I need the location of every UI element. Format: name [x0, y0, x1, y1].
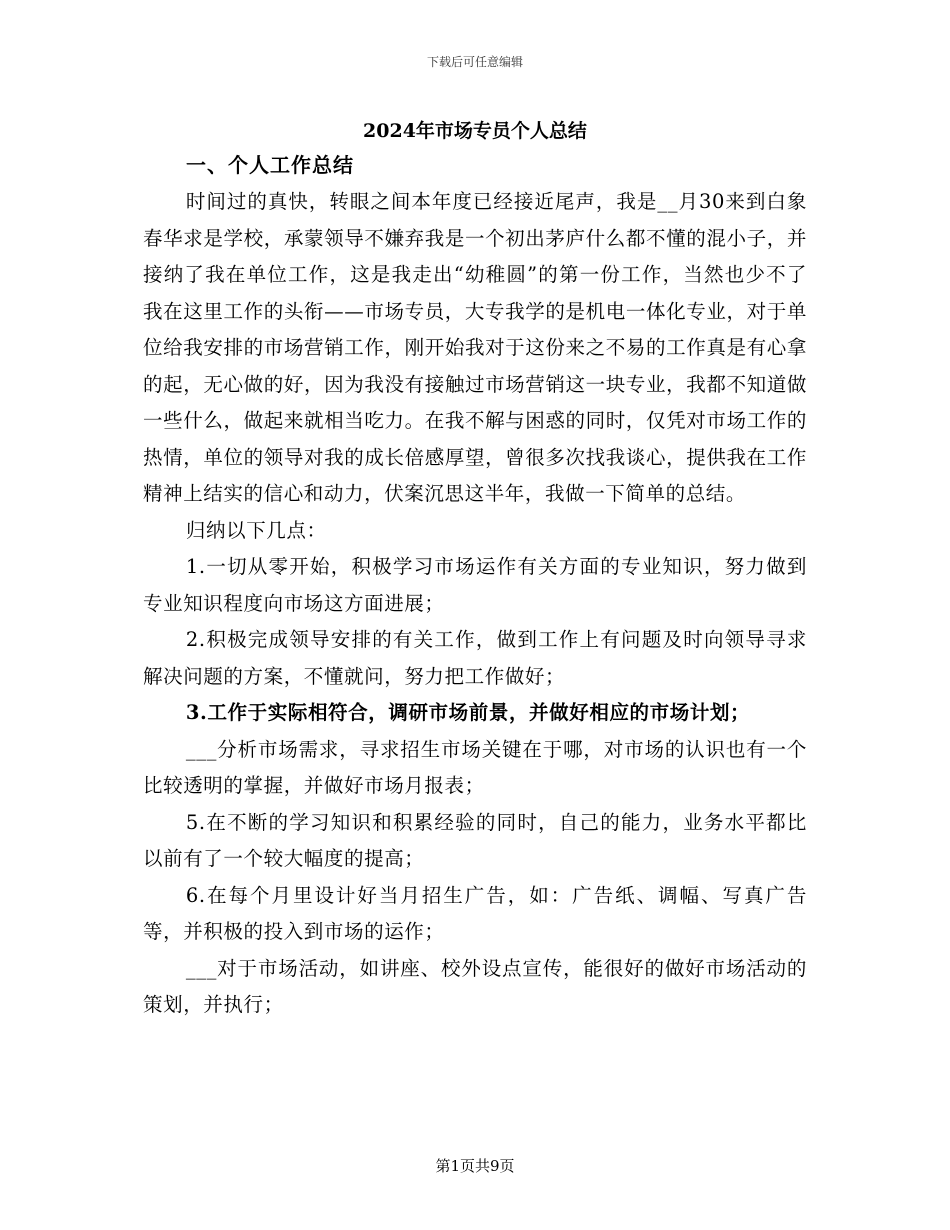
section-heading: 一、个人工作总结	[186, 153, 354, 177]
paragraph-summary-lead: 归纳以下几点：	[185, 518, 327, 542]
list-item-6: 6.在每个月里设计好当月招生广告，如：广告纸、调幅、写真广告等，并积极的投入到市场的运作；	[143, 883, 807, 943]
list-item-5: 5.在不断的学习知识和积累经验的同时，自己的能力，业务水平都比以前有了一个较大幅度的提高；	[143, 810, 807, 870]
list-item-2: 2.积极完成领导安排的有关工作，做到工作上有问题及时向领导寻求解决问题的方案，不懂就问，努力把工作做好；	[143, 628, 807, 688]
list-item-7: ___对于市场活动，如讲座、校外设点宣传，能很好的做好市场活动的策划，并执行；	[143, 956, 807, 1016]
document-body	[143, 184, 807, 1024]
list-item-1: 1.一切从零开始，积极学习市场运作有关方面的专业知识，努力做到专业知识程度向市场这方面进展；	[143, 555, 807, 615]
list-item-4: ___分析市场需求，寻求招生市场关键在于哪，对市场的认识也有一个比较透明的掌握，并做好市场月报表；	[143, 737, 807, 797]
document-title: 2024年市场专员个人总结	[363, 120, 587, 142]
header-note: 下载后可任意编辑	[426, 55, 523, 69]
page-footer: 第1页共9页	[435, 1157, 515, 1175]
list-item-3: 3.工作于实际相符合，调研市场前景，并做好相应的市场计划；	[185, 701, 751, 724]
paragraph-intro: 时间过的真快，转眼之间本年度已经接近尾声，我是__月30来到白象春华求是学校，承蒙领导不嫌弃我是一个初出茅庐什么都不懂的混小子，并接纳了我在单位工作，这是我走出“幼稚圆”的第一份工作，当然也少不了我在这里工作的头衔——市场专员，大专我学的是机电一体化专业，对于单位给我安排的市场营销工作，刚开始我对于这份来之不易的工作真是有心拿的起，无心做的好，因为我没有接触过市场营销这一块专业，我都不知道做一些什么，做起来就相当吃力。在我不解与困惑的同时，仅凭对市场工作的热情，单位的领导对我的成长倍感厚望，曾很多次找我谈心，提供我在工作精神上结实的信心和动力，伏案沉思这半年，我做一下简单的总结。	[143, 190, 807, 505]
